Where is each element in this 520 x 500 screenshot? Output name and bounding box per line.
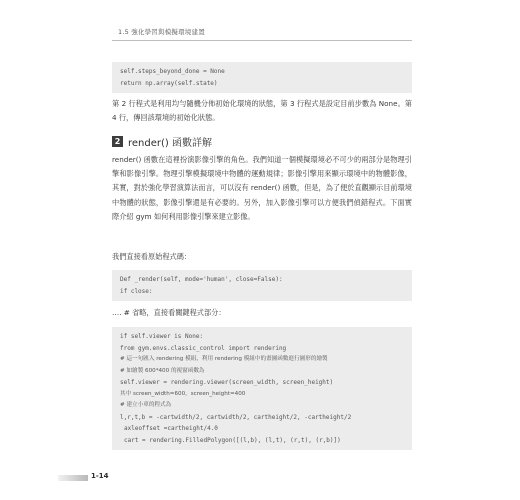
- code-comment-line: # 如繪製 600*400 的視窗函數為: [120, 367, 205, 374]
- section-heading: [112, 134, 212, 148]
- code-line: if self.viewer is None:: [120, 333, 204, 340]
- header-divider: [112, 40, 412, 41]
- paragraph-source-intro: 我們直接看原始程式碼：: [112, 252, 192, 261]
- code-comment-line: 其中 screen_width=600，screen_height=400: [120, 390, 246, 397]
- code-line: if close:: [120, 287, 153, 295]
- running-header: 1.5 強化學習與模擬環境建置: [118, 28, 205, 36]
- section-number-badge: 2: [112, 136, 123, 147]
- code-line: axleoffset =cartheight/4.0: [124, 425, 218, 432]
- section-title: render() 函數詳解: [128, 137, 212, 149]
- code-comment-line: # 這一句匯入 rendering 模組，利用 rendering 模組中的畫圖函數進行圖形的繪製: [120, 356, 328, 362]
- code-block-render-signature: [112, 270, 412, 301]
- code-line: self.viewer = rendering.viewer(screen_width, screen_height): [120, 379, 334, 386]
- code-line: Def _render(self, mode='human', close=False):: [120, 276, 283, 283]
- code-line: cart = rendering.FilledPolygon([(l,b), (l,t), (r,t), (r,b)]): [124, 436, 341, 444]
- code-line: return np.array(self.state): [120, 79, 218, 87]
- page-number: 1-14: [91, 472, 109, 480]
- paragraph-reset-explanation: 第 2 行程式是利用均勻隨機分佈初始化環境的狀態，第 3 行程式是設定目前步數為 None。第 4 行，傳回該環境的初始化狀態。: [112, 99, 412, 123]
- code-line: self.steps_beyond_done = None: [120, 68, 225, 75]
- code-comment-line: # 建立小車的程式為: [120, 402, 172, 408]
- paragraph-render-explanation: render() 函數在這裡扮演影像引擎的角色。我們知道一個模擬環境必不可少的兩部分是物理引擎和影像引擎。物理引擎模擬環境中物體的運動規律；影像引擎用來顯示環境中的物體影像，其實，對於強化學習演算法而言，可以沒有 render() 函數，但是，為了便於直觀顯示目前環境中物體的狀態，影像引擎還是有必要的。另外，加入影像引擎可以方便我們偵錯程式。下面實際介紹 gym 如何利用影像引擎來建立影像。: [112, 155, 412, 221]
- code-line: l,r,t,b = -cartwidth/2, cartwidth/2, cartheight/2, -cartheight/2: [120, 413, 352, 421]
- code-line: from gym.envs.classic_control import rendering: [120, 344, 287, 352]
- code-block-rendering-setup: [112, 327, 412, 450]
- paragraph-omitted-note: …. # 省略，直接看關鍵程式部分：: [112, 308, 226, 317]
- code-block-reset-return: [112, 62, 412, 93]
- footer-gradient-bar: [58, 475, 88, 481]
